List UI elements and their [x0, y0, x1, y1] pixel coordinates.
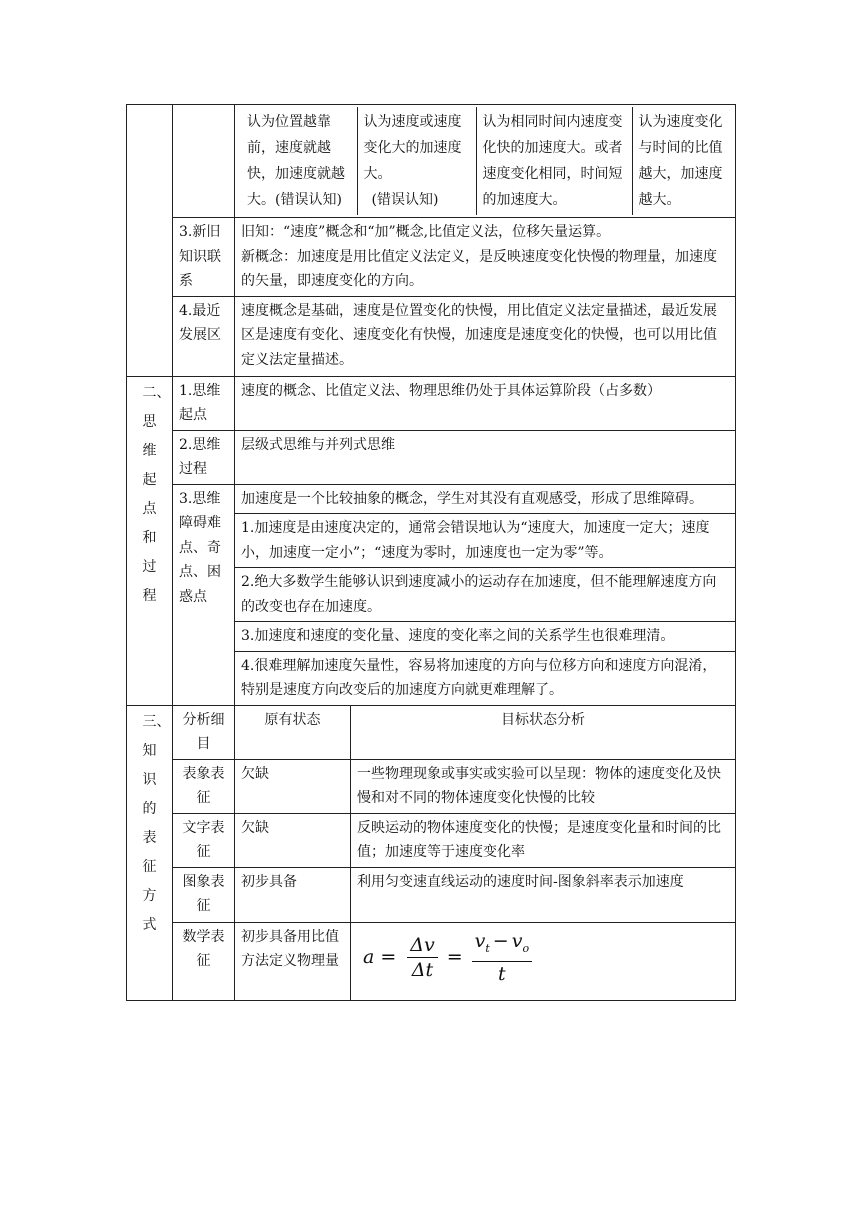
- rep-item: 表象表征: [173, 759, 235, 813]
- initial-velocity-sub: o: [522, 941, 530, 955]
- rep-original: 欠缺: [235, 813, 351, 867]
- rep-original: 欠缺: [235, 759, 351, 813]
- rep-target: 一些物理现象或事实或实验可以呈现：物体的速度变化及快慢和对不同的物体速度变化快慢的比较: [351, 759, 736, 813]
- section-2-title-cell: [127, 376, 173, 705]
- knowledge-link-text: [235, 218, 736, 297]
- section-2-title: 二、思维起点和过程: [142, 384, 171, 604]
- acceleration-formula-cell: [351, 922, 736, 1000]
- thinking-start-row: [127, 376, 736, 430]
- analysis-table: [126, 104, 736, 1001]
- development-zone-label: 4.最近发展区: [173, 296, 235, 376]
- representation-header-row: [127, 705, 736, 759]
- new-concept: 新概念：加速度是用比值定义法定义，是反映速度变化快慢的物理量，加速度的矢量，即速度变化的方向。: [241, 248, 717, 289]
- formula-equals-2: =: [446, 946, 463, 969]
- misconception-2: [357, 107, 476, 215]
- thinking-start-text: 速度的概念、比值定义法、物理思维仍处于具体运算阶段（占多数）: [235, 376, 736, 430]
- obstacle-point-4: 4.很难理解加速度矢量性，容易将加速度的方向与位移方向和速度方向混淆，特别是速度方向改变后的加速度方向就更难理解了。: [235, 651, 736, 705]
- representation-row: [127, 922, 736, 1000]
- fraction-velocity: [472, 929, 532, 986]
- rep-item: 数学表征: [173, 922, 235, 1000]
- fraction-velocity-denominator: t: [498, 962, 506, 985]
- obstacle-intro-row: [127, 484, 736, 514]
- misconception-row: [127, 105, 736, 218]
- misconception-cells: [235, 105, 736, 218]
- knowledge-link-row: [127, 218, 736, 297]
- final-velocity: v: [474, 930, 486, 953]
- representation-row: [127, 867, 736, 922]
- header-original-state: 原有状态: [235, 705, 351, 759]
- obstacle-label: 3.思维障碍难点、奇点、困惑点: [173, 484, 235, 705]
- formula-equals-1: =: [380, 946, 397, 969]
- obstacle-point-1: 1.加速度是由速度决定的，通常会错误地认为“速度大，加速度一定大；速度小，加速度一定小”；“速度为零时，加速度也一定为零”等。: [235, 514, 736, 568]
- knowledge-link-label: 3.新旧知识联系: [173, 218, 235, 297]
- fraction-delta-denominator: Δt: [411, 959, 434, 981]
- section-3-title: 三、知识的表征方式: [142, 713, 171, 933]
- obstacle-point-3: 3.加速度和速度的变化量、速度的变化率之间的关系学生也很难理清。: [235, 622, 736, 652]
- initial-velocity: v: [511, 930, 523, 953]
- fraction-velocity-numerator: [472, 929, 532, 962]
- header-target-state: 目标状态分析: [351, 705, 736, 759]
- final-velocity-sub: t: [485, 941, 490, 955]
- development-zone-text: 速度概念是基础，速度是位置变化的快慢，用比值定义法定量描述，最近发展区是速度有变化、速度变化有快慢，加速度是速度变化的快慢，也可以用比值定义法定量描述。: [235, 296, 736, 376]
- rep-target: 反映运动的物体速度变化的快慢；是速度变化量和时间的比值；加速度等于速度变化率: [351, 813, 736, 867]
- misconception-3: 认为相同时间内速度变化快的加速度大。或者速度变化相同，时间短的加速度大。: [476, 107, 632, 215]
- section-3-title-cell: [127, 705, 173, 1000]
- minus-sign: −: [492, 930, 509, 953]
- header-item: 分析细目: [173, 705, 235, 759]
- thinking-start-label: 1.思维起点: [173, 376, 235, 430]
- obstacle-point-2: 2.绝大多数学生能够认识到速度减小的运动存在加速度，但不能理解速度方向的改变也存在加速度。: [235, 568, 736, 622]
- rep-item: 图象表征: [173, 867, 235, 922]
- development-zone-row: [127, 296, 736, 376]
- misconception-2-text: 认为速度或速度变化大的加速度大。: [363, 114, 462, 182]
- thinking-process-row: [127, 430, 736, 484]
- rep-target: 利用匀变速直线运动的速度时间-图象斜率表示加速度: [351, 867, 736, 922]
- representation-row: [127, 813, 736, 867]
- rep-original: 初步具备用比值方法定义物理量: [235, 922, 351, 1000]
- thinking-process-label: 2.思维过程: [173, 430, 235, 484]
- rep-original: 初步具备: [235, 867, 351, 922]
- formula-lhs: a: [363, 946, 375, 969]
- misconception-2-note: (错误认知): [371, 192, 439, 208]
- misconception-4: 认为速度变化与时间的比值越大，加速度越大。: [632, 107, 742, 215]
- misconception-1: 认为位置越靠前，速度就越快，加速度就越大。(错误认知): [247, 114, 345, 208]
- rep-item: 文字表征: [173, 813, 235, 867]
- obstacle-intro: 加速度是一个比较抽象的概念，学生对其没有直观感受，形成了思维障碍。: [235, 484, 736, 514]
- blank-label-cell: [173, 105, 235, 218]
- representation-row: [127, 759, 736, 813]
- old-knowledge: 旧知：“速度”概念和“加”概念,比值定义法，位移矢量运算。: [241, 224, 611, 240]
- acceleration-formula: [357, 925, 729, 991]
- blank-cell: [127, 105, 173, 377]
- fraction-delta: [407, 933, 437, 982]
- fraction-delta-numerator: Δv: [407, 933, 437, 958]
- thinking-process-text: 层级式思维与并列式思维: [235, 430, 736, 484]
